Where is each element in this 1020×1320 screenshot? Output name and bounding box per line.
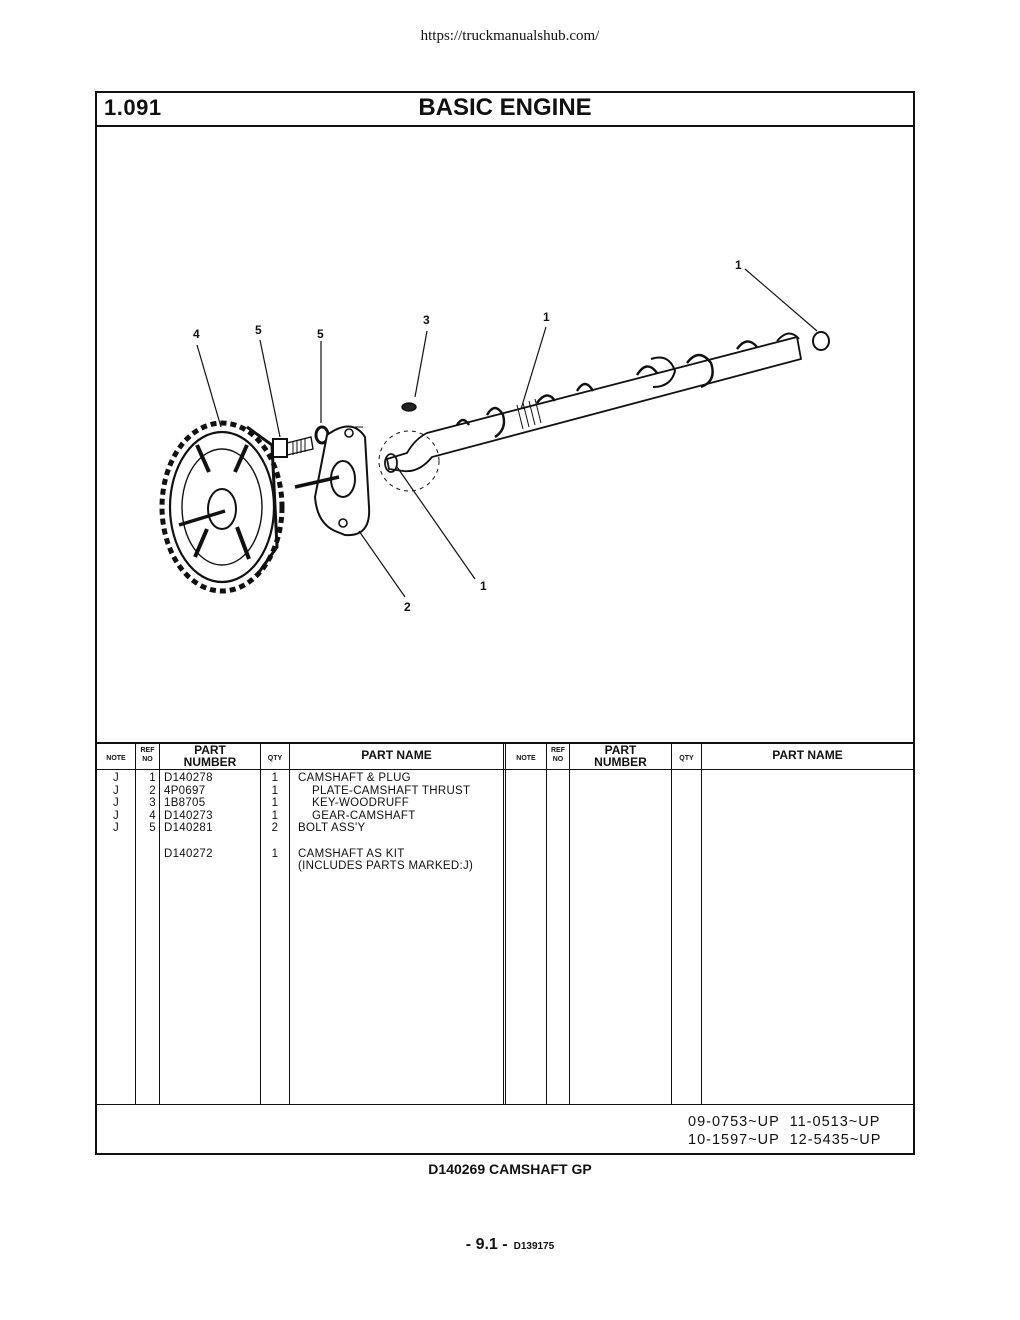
document-number: D139175: [513, 1241, 555, 1252]
row-note: J: [112, 822, 120, 835]
row-part-number: D140272: [164, 847, 213, 860]
callout-1a: 1: [543, 310, 550, 324]
row-qty: 1: [271, 809, 279, 822]
callout-4: 4: [193, 327, 200, 341]
row-part-name: CAMSHAFT AS KIT: [298, 847, 405, 860]
header-part-name: PART NAME: [361, 748, 432, 762]
row-qty: 1: [271, 784, 279, 797]
col-rule: [701, 742, 702, 1104]
callout-5a: 5: [255, 323, 262, 337]
row-part-name: PLATE-CAMSHAFT THRUST: [298, 784, 471, 797]
row-ref: 4: [149, 809, 156, 822]
section-title: BASIC ENGINE: [418, 94, 592, 121]
callout-3: 3: [423, 313, 430, 327]
row-part-number: D140281: [164, 822, 213, 835]
bolt-drawing: [273, 427, 328, 457]
col-rule-mid: [503, 742, 506, 1104]
row-part-number: 1B8705: [164, 797, 206, 810]
header-qty: QTY: [267, 755, 283, 762]
row-part-number: D140273: [164, 809, 213, 822]
header-url: https://truckmanualshub.com/: [420, 28, 600, 44]
row-part-name: (INCLUDES PARTS MARKED:J): [298, 860, 474, 873]
col-rule: [546, 742, 547, 1104]
row-qty: 1: [271, 847, 279, 860]
group-caption: D140269 CAMSHAFT GP: [428, 1161, 592, 1177]
page-number: - 9.1 -: [465, 1236, 508, 1253]
header-ref-no-right: REF NO: [551, 747, 565, 763]
row-ref: 2: [149, 784, 156, 797]
callout-2: 2: [404, 600, 411, 614]
row-ref: 5: [149, 822, 156, 835]
page-footer: [0, 1236, 1020, 1254]
header-note: NOTE: [106, 755, 126, 762]
row-ref: 1: [149, 772, 156, 784]
camshaft-gear-drawing: [162, 423, 282, 591]
header-ref-no: REF NO: [140, 747, 155, 763]
header-note-right: NOTE: [516, 755, 536, 762]
row-part-name: GEAR-CAMSHAFT: [298, 809, 416, 822]
section-number: 1.091: [104, 95, 162, 120]
callout-5b: 5: [317, 327, 324, 341]
row-part-name: KEY-WOODRUFF: [298, 797, 410, 810]
row-note: J: [112, 772, 120, 784]
row-part-number: 4P0697: [164, 784, 206, 797]
col-rule: [671, 742, 672, 1104]
row-qty: 1: [271, 772, 279, 784]
camshaft-exploded-illustration: [97, 127, 913, 741]
row-note: J: [112, 784, 120, 797]
row-part-name: BOLT ASS'Y: [298, 822, 366, 835]
row-note: J: [112, 797, 120, 810]
callout-1b: 1: [735, 258, 742, 272]
col-rule: [289, 742, 290, 1104]
row-qty: 1: [271, 797, 279, 810]
header-part-name-right: PART NAME: [772, 748, 843, 762]
row-note: J: [112, 809, 120, 822]
col-rule: [159, 742, 160, 1104]
header-qty-right: QTY: [679, 755, 694, 762]
camshaft-drawing: [379, 332, 829, 491]
serial-range-line-2: 10-1597~UP 12-5435~UP: [688, 1132, 882, 1148]
row-part-number: D140278: [164, 772, 213, 784]
row-ref: 3: [149, 797, 156, 810]
serial-range-line-1: 09-0753~UP 11-0513~UP: [688, 1114, 881, 1130]
row-qty: 2: [271, 822, 279, 835]
row-part-name: CAMSHAFT & PLUG: [298, 772, 411, 784]
header-part-number-right: PART NUMBER: [594, 743, 647, 769]
col-rule: [569, 742, 570, 1104]
header-part-number: PART NUMBER: [183, 743, 237, 769]
thrust-plate-drawing: [295, 426, 369, 535]
table-bottom-rule: [95, 1104, 915, 1105]
callout-1c: 1: [480, 579, 487, 593]
